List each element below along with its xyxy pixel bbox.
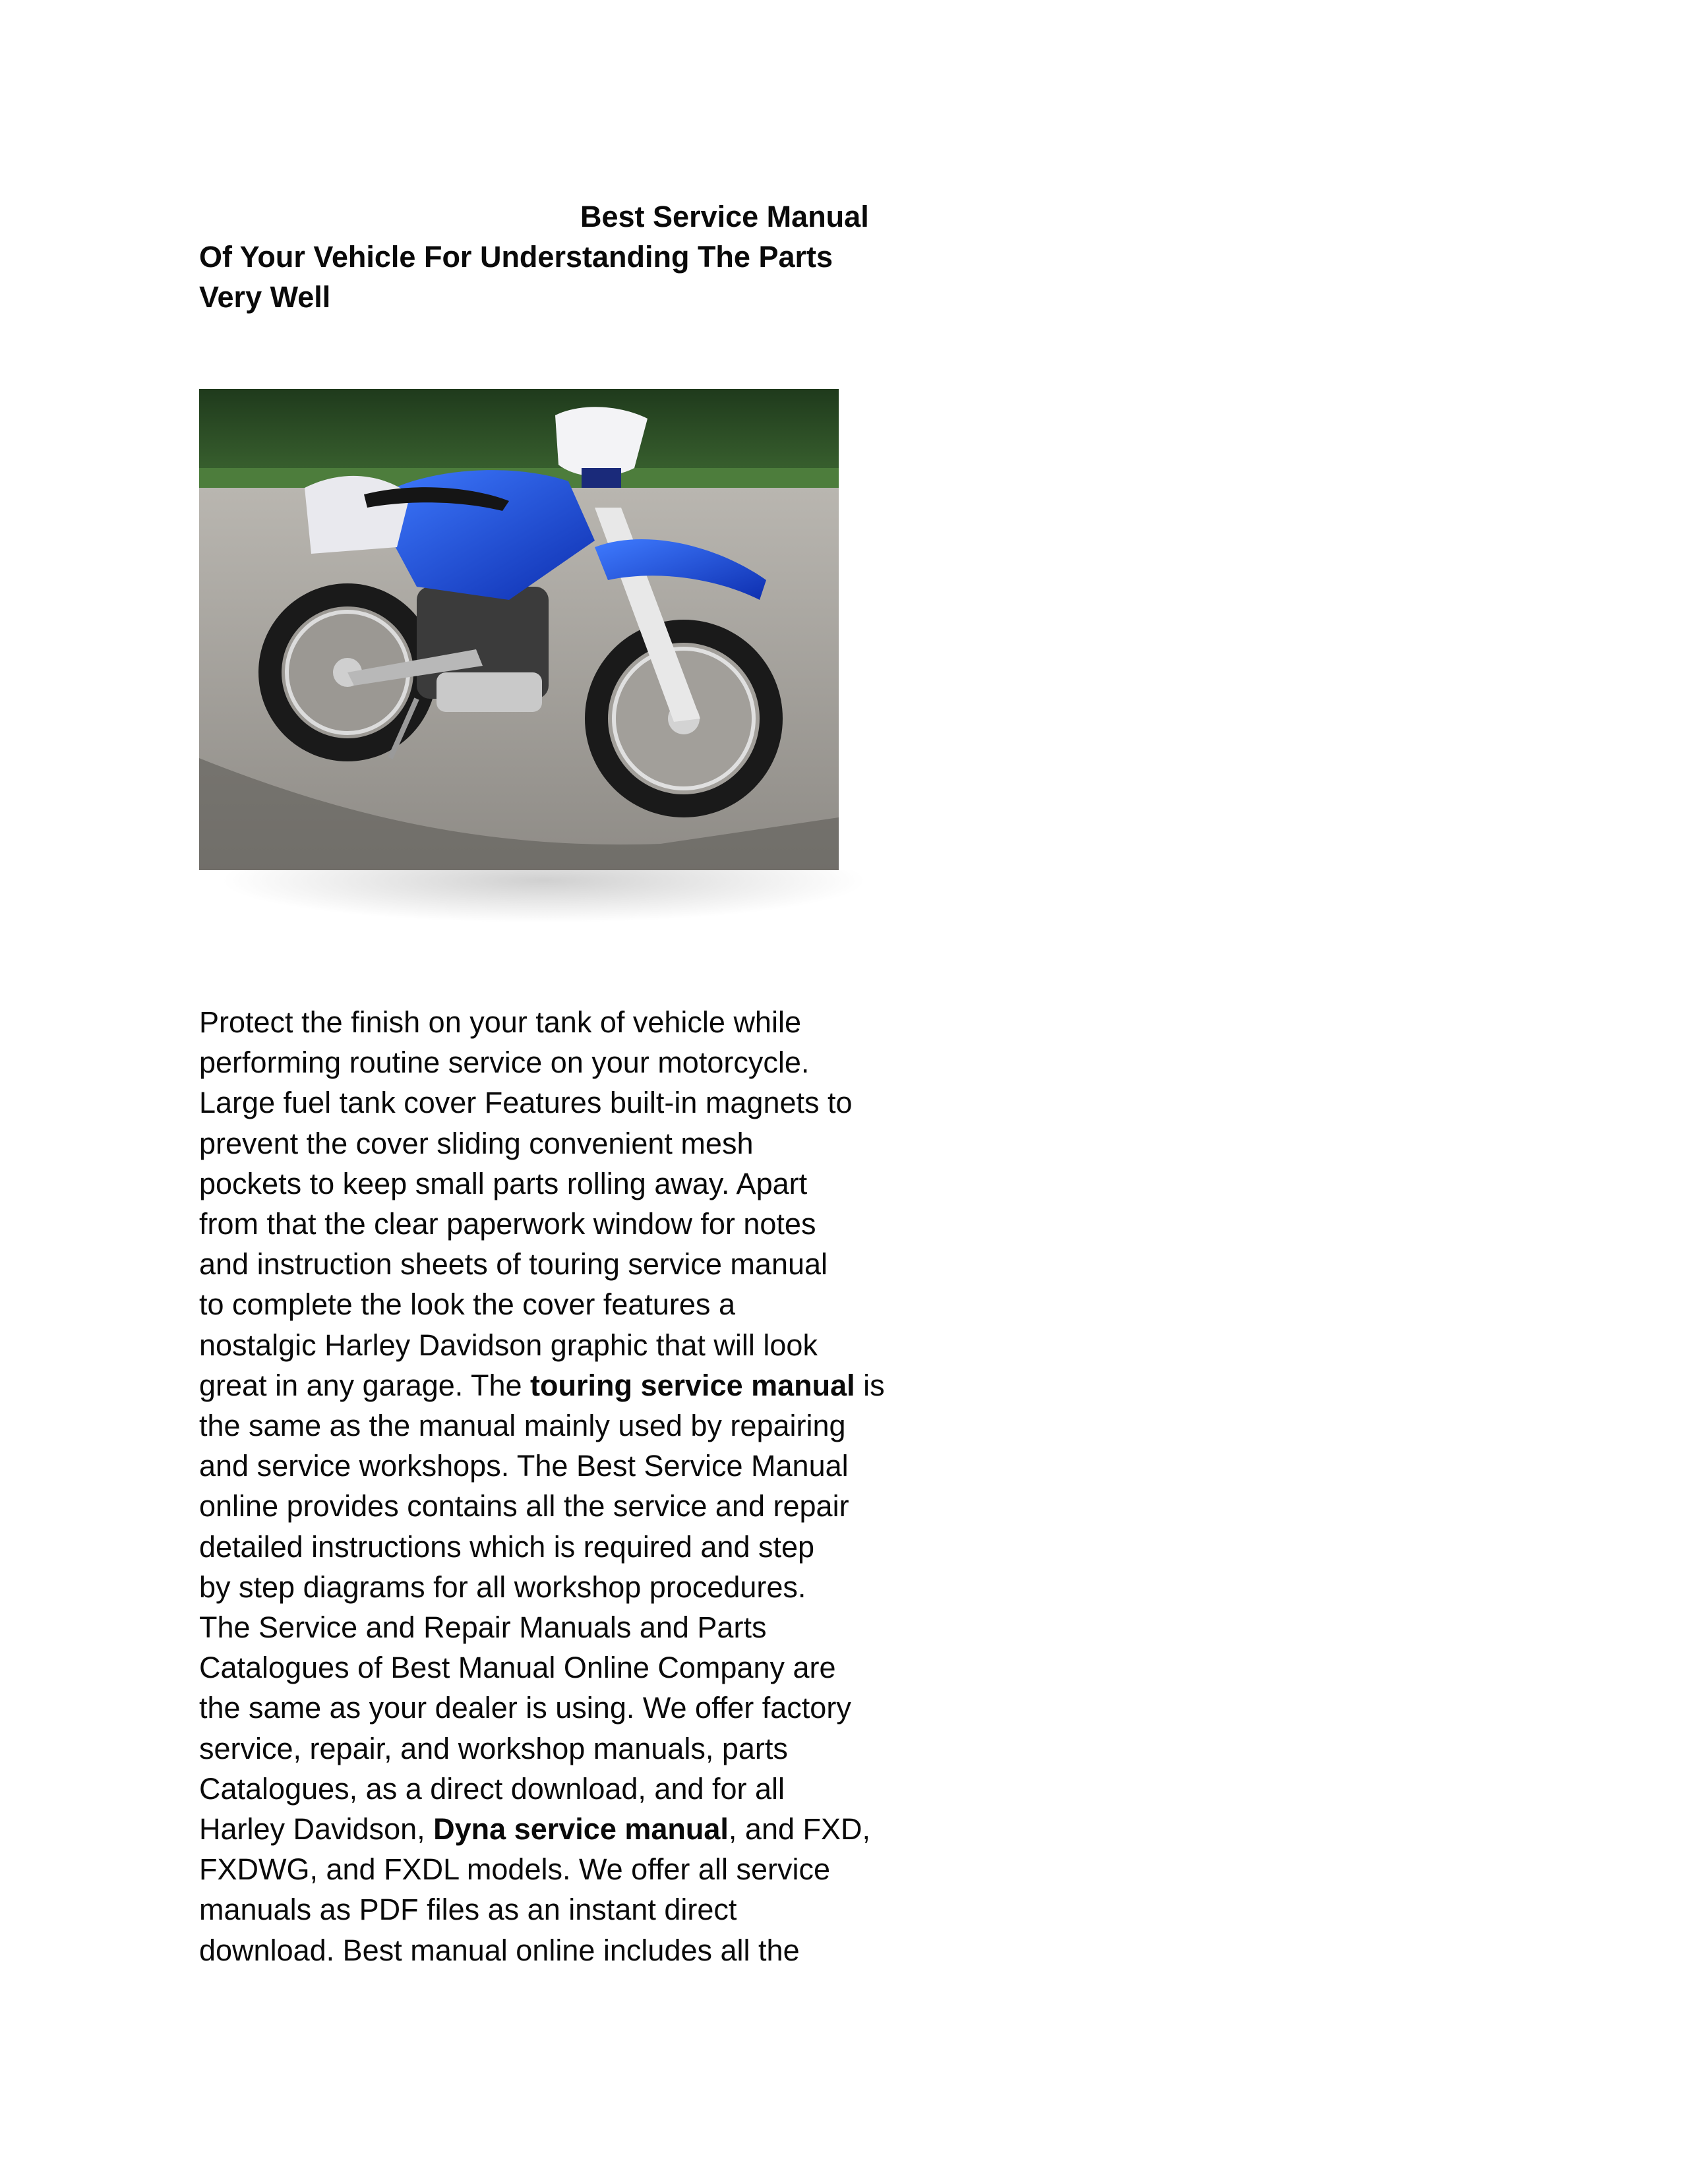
bold-keyword-touring-service-manual: touring service manual	[530, 1368, 855, 1402]
body-line	[199, 1809, 885, 1849]
body-line	[199, 1365, 885, 1405]
body-line: detailed instructions which is required and step	[199, 1529, 815, 1564]
body-line: the same as the manual mainly used by repairing	[199, 1409, 846, 1443]
body-text-segment: , and FXD,	[728, 1812, 870, 1846]
body-line: service, repair, and workshop manuals, parts	[199, 1731, 788, 1765]
body-line: Catalogues, as a direct download, and for all	[199, 1771, 785, 1806]
bold-keyword-dyna-service-manual: Dyna service manual	[433, 1812, 729, 1846]
body-line: to complete the look the cover features a	[199, 1287, 735, 1322]
body-line: Large fuel tank cover Features built-in magnets to	[199, 1086, 853, 1120]
body-text-segment: is	[855, 1368, 885, 1402]
body-line: nostalgic Harley Davidson graphic that will look	[199, 1328, 818, 1362]
article-body	[199, 1002, 885, 1970]
body-text-segment: Harley Davidson,	[199, 1812, 434, 1846]
photo-reflection	[219, 870, 868, 923]
title-line-1: Best Service Manual	[580, 200, 869, 233]
motorcycle-photo	[199, 389, 839, 870]
body-line: Protect the finish on your tank of vehicle while	[199, 1005, 801, 1039]
body-line: pockets to keep small parts rolling away. Apart	[199, 1166, 808, 1200]
body-line: by step diagrams for all workshop procedures.	[199, 1570, 806, 1604]
body-line: the same as your dealer is using. We offer factory	[199, 1691, 851, 1725]
body-line: and service workshops. The Best Service Manual	[199, 1449, 849, 1483]
body-line: from that the clear paperwork window for notes	[199, 1207, 816, 1241]
body-line: FXDWG, and FXDL models. We offer all service	[199, 1852, 830, 1887]
body-line: download. Best manual online includes all the	[199, 1933, 800, 1967]
page-title	[199, 196, 872, 317]
body-line: The Service and Repair Manuals and Parts	[199, 1610, 767, 1645]
title-line-3: Very Well	[199, 280, 331, 314]
body-line: and instruction sheets of touring service manual	[199, 1247, 828, 1282]
title-line-2: Of Your Vehicle For Understanding The Parts	[199, 240, 833, 274]
body-line: online provides contains all the service and repair	[199, 1489, 849, 1523]
body-line: prevent the cover sliding convenient mesh	[199, 1126, 754, 1160]
body-line: performing routine service on your motorcycle.	[199, 1046, 810, 1080]
body-line: manuals as PDF files as an instant direct	[199, 1893, 737, 1927]
body-line: Catalogues of Best Manual Online Company are	[199, 1651, 836, 1685]
motorcycle-photo-frame	[199, 389, 868, 926]
body-text-segment: great in any garage. The	[199, 1368, 531, 1402]
